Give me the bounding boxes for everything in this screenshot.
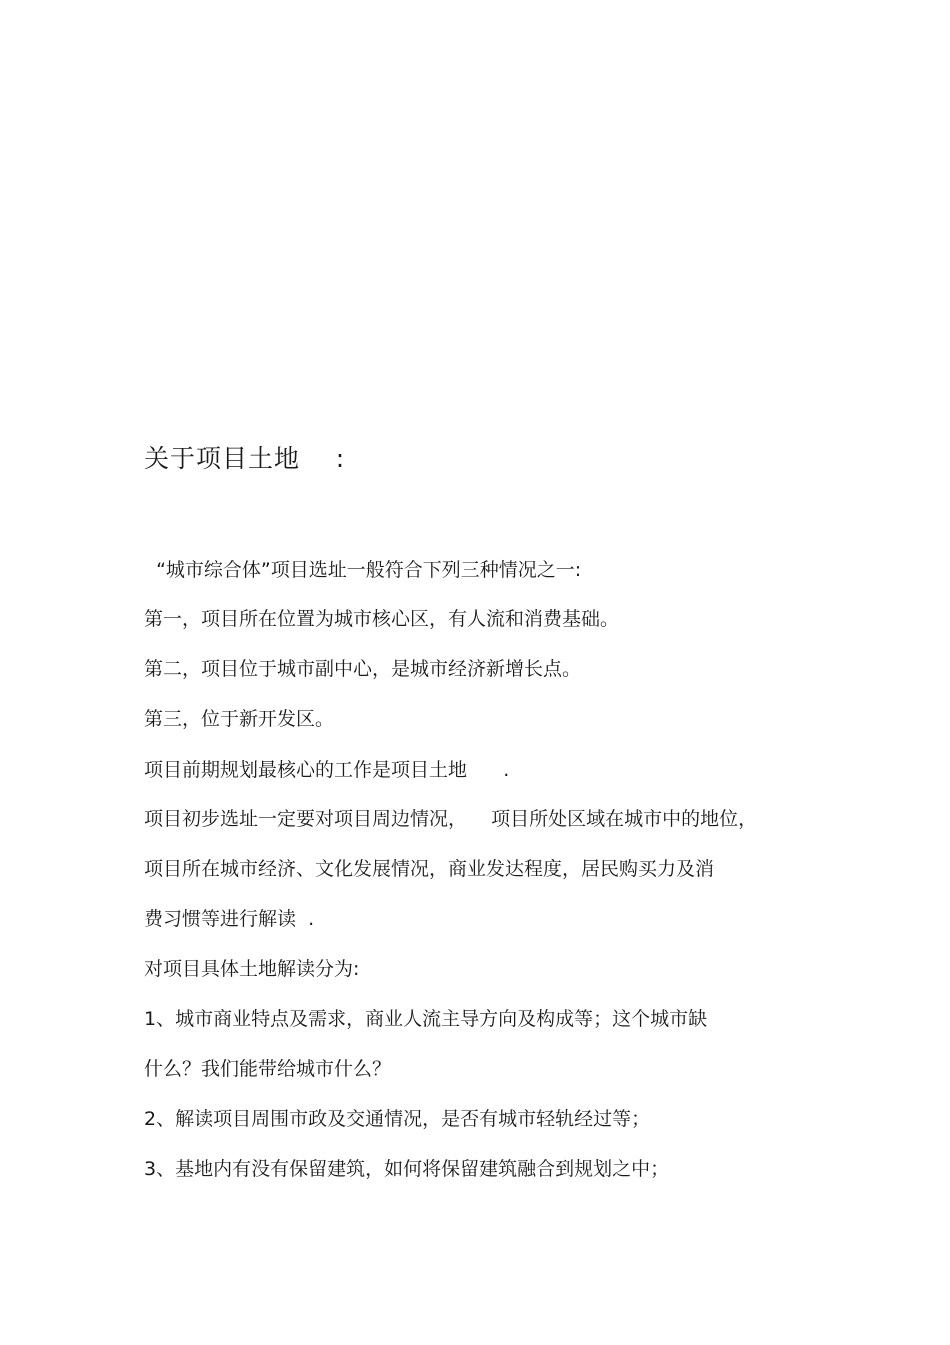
list-item-2: 2、解读项目周围市政及交通情况，是否有城市轻轨经过等； xyxy=(144,1108,651,1130)
paragraph-line-2: 项目所在城市经济、文化发展情况，商业发达程度，居民购买力及消 xyxy=(144,858,715,880)
list-item-3: 3、基地内有没有保留建筑，如何将保留建筑融合到规划之中； xyxy=(144,1158,670,1180)
analysis-intro: 对项目具体土地解读分为: xyxy=(144,958,360,980)
list-item-1-line-2: 什么？我们能带给城市什么？ xyxy=(144,1058,392,1080)
section-heading: 关于项目土地 : xyxy=(144,444,346,473)
intro-line: “城市综合体”项目选址一般符合下列三种情况之一: xyxy=(144,559,582,581)
condition-second: 第二，项目位于城市副中心，是城市经济新增长点。 xyxy=(144,658,582,680)
list-item-1-line-1: 1、城市商业特点及需求，商业人流主导方向及构成等；这个城市缺 xyxy=(144,1008,708,1030)
paragraph-line-1: 项目初步选址一定要对项目周边情况， 项目所处区域在城市中的地位， xyxy=(144,808,758,830)
paragraph-line-3: 费习惯等进行解读 . xyxy=(144,908,315,930)
condition-third: 第三，位于新开发区。 xyxy=(144,708,335,730)
core-work-line: 项目前期规划最核心的工作是项目土地 . xyxy=(144,759,510,781)
condition-first: 第一，项目所在位置为城市核心区，有人流和消费基础。 xyxy=(144,608,620,630)
